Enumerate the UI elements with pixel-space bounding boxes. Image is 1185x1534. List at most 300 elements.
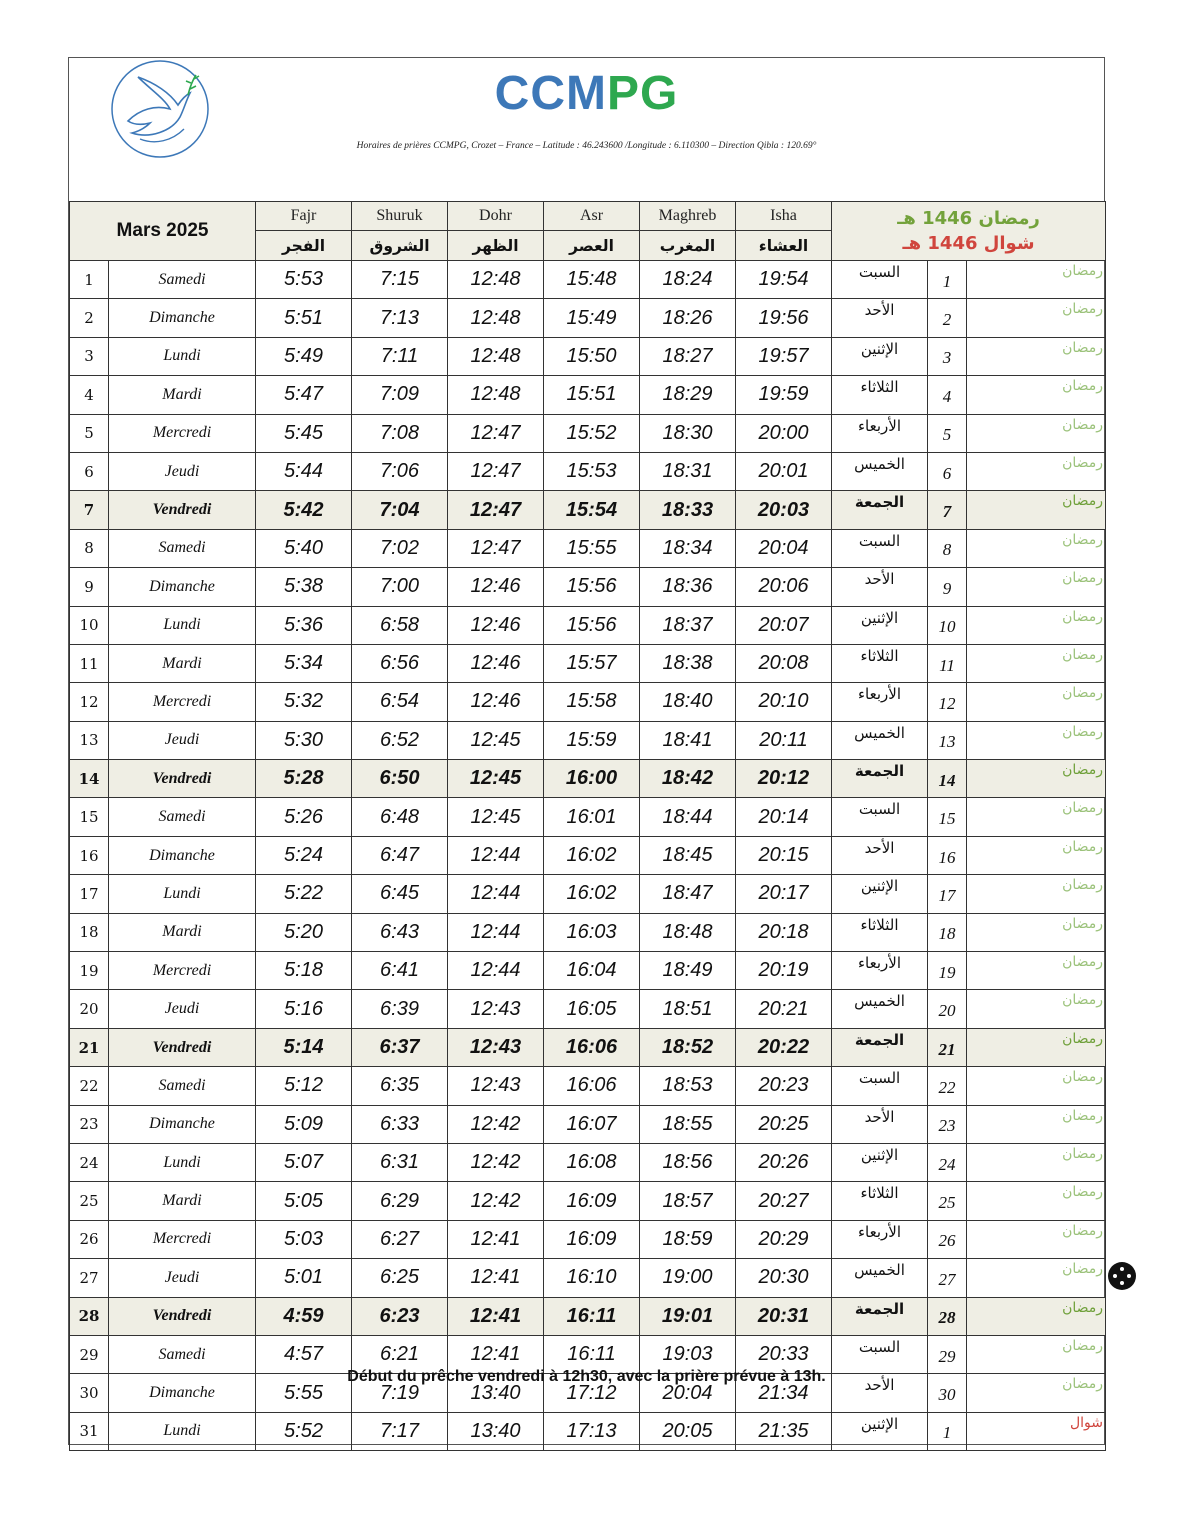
time-fajr: 5:36: [256, 606, 352, 644]
time-maghreb: 19:00: [640, 1259, 736, 1297]
weekday-ar: الخميس: [832, 1259, 928, 1297]
weekday-ar: الثلاثاء: [832, 913, 928, 951]
time-shuruk: 6:35: [352, 1067, 448, 1105]
time-fajr: 5:14: [256, 1028, 352, 1066]
time-fajr: 5:51: [256, 299, 352, 337]
time-maghreb: 19:03: [640, 1335, 736, 1373]
hijri-day: 30: [928, 1374, 967, 1412]
weekday-ar: الإثنين: [832, 337, 928, 375]
time-isha: 20:23: [736, 1067, 832, 1105]
hijri-day: 18: [928, 913, 967, 951]
time-dohr: 12:48: [448, 376, 544, 414]
time-isha: 20:12: [736, 760, 832, 798]
weekday-fr: Dimanche: [109, 1374, 256, 1412]
time-fajr: 5:45: [256, 414, 352, 452]
day-number: 25: [70, 1182, 109, 1220]
time-fajr: 5:47: [256, 376, 352, 414]
time-shuruk: 7:15: [352, 261, 448, 299]
day-number: 4: [70, 376, 109, 414]
time-dohr: 12:41: [448, 1335, 544, 1373]
day-row: [70, 644, 1106, 682]
day-number: 7: [70, 491, 109, 529]
time-maghreb: 18:45: [640, 836, 736, 874]
weekday-fr: Samedi: [109, 798, 256, 836]
time-isha: 20:26: [736, 1143, 832, 1181]
prayer-header-fajr: Fajr: [256, 202, 352, 231]
hijri-month: رمضان: [967, 337, 1106, 375]
time-asr: 15:54: [544, 491, 640, 529]
hijri-day: 1: [928, 261, 967, 299]
time-isha: 20:08: [736, 644, 832, 682]
time-shuruk: 6:48: [352, 798, 448, 836]
weekday-fr: Dimanche: [109, 299, 256, 337]
hijri-month: رمضان: [967, 836, 1106, 874]
time-isha: 20:11: [736, 721, 832, 759]
hijri-day: 15: [928, 798, 967, 836]
hijri-day: 5: [928, 414, 967, 452]
hijri-day: 2: [928, 299, 967, 337]
brand-title-part1: CCM: [494, 67, 607, 120]
time-fajr: 5:49: [256, 337, 352, 375]
time-asr: 16:02: [544, 836, 640, 874]
time-fajr: 5:53: [256, 261, 352, 299]
weekday-ar: الأربعاء: [832, 952, 928, 990]
time-asr: 15:53: [544, 452, 640, 490]
time-fajr: 5:55: [256, 1374, 352, 1412]
time-fajr: 5:44: [256, 452, 352, 490]
hijri-month: رمضان: [967, 875, 1106, 913]
hijri-month: رمضان: [967, 1105, 1106, 1143]
day-number: 29: [70, 1335, 109, 1373]
time-fajr: 5:05: [256, 1182, 352, 1220]
day-number: 10: [70, 606, 109, 644]
weekday-fr: Mardi: [109, 1182, 256, 1220]
time-asr: 15:48: [544, 261, 640, 299]
time-dohr: 12:44: [448, 875, 544, 913]
hijri-month: رمضان: [967, 1028, 1106, 1066]
time-shuruk: 7:11: [352, 337, 448, 375]
weekday-ar: الجمعة: [832, 760, 928, 798]
hijri-month: رمضان: [967, 606, 1106, 644]
time-isha: 20:25: [736, 1105, 832, 1143]
weekday-ar: الأربعاء: [832, 414, 928, 452]
hijri-day: 27: [928, 1259, 967, 1297]
time-shuruk: 6:33: [352, 1105, 448, 1143]
hijri-month: رمضان: [967, 760, 1106, 798]
weekday-ar: الأحد: [832, 1105, 928, 1143]
time-fajr: 5:07: [256, 1143, 352, 1181]
time-fajr: 4:57: [256, 1335, 352, 1373]
hijri-day: 29: [928, 1335, 967, 1373]
time-shuruk: 7:17: [352, 1412, 448, 1450]
weekday-fr: Vendredi: [109, 1297, 256, 1335]
time-shuruk: 7:08: [352, 414, 448, 452]
time-maghreb: 18:34: [640, 529, 736, 567]
time-dohr: 12:45: [448, 721, 544, 759]
hijri-day: 7: [928, 491, 967, 529]
hijri-month: رمضان: [967, 299, 1106, 337]
weekday-ar: السبت: [832, 261, 928, 299]
time-maghreb: 18:36: [640, 568, 736, 606]
hijri-day: 14: [928, 760, 967, 798]
day-row: [70, 952, 1106, 990]
time-fajr: 5:40: [256, 529, 352, 567]
time-fajr: 5:42: [256, 491, 352, 529]
weekday-ar: السبت: [832, 798, 928, 836]
day-number: 16: [70, 836, 109, 874]
prayer-header-shuruk-ar: الشروق: [352, 231, 448, 261]
weekday-ar: الخميس: [832, 721, 928, 759]
time-dohr: 12:42: [448, 1182, 544, 1220]
hijri-month: رمضان: [967, 1259, 1106, 1297]
friday-sermon-note: Début du prêche vendredi à 12h30, avec la prière prévue à 13h.: [347, 1368, 826, 1385]
day-number: 26: [70, 1220, 109, 1258]
day-row: [70, 721, 1106, 759]
day-number: 9: [70, 568, 109, 606]
hijri-month: رمضان: [967, 644, 1106, 682]
day-row: [70, 376, 1106, 414]
time-shuruk: 6:37: [352, 1028, 448, 1066]
day-number: 31: [70, 1412, 109, 1450]
time-isha: 19:59: [736, 376, 832, 414]
day-number: 14: [70, 760, 109, 798]
weekday-ar: الأحد: [832, 299, 928, 337]
weekday-fr: Lundi: [109, 875, 256, 913]
time-fajr: 5:24: [256, 836, 352, 874]
weekday-fr: Jeudi: [109, 1259, 256, 1297]
hijri-day: 22: [928, 1067, 967, 1105]
header-row-french: [70, 202, 1106, 231]
time-shuruk: 6:58: [352, 606, 448, 644]
day-row: [70, 452, 1106, 490]
time-shuruk: 6:41: [352, 952, 448, 990]
hijri-month: رمضان: [967, 1067, 1106, 1105]
hijri-month-header: [832, 202, 1106, 261]
time-dohr: 12:43: [448, 1028, 544, 1066]
time-asr: 15:51: [544, 376, 640, 414]
prayer-header-maghreb-ar: المغرب: [640, 231, 736, 261]
day-row: [70, 760, 1106, 798]
time-asr: 15:49: [544, 299, 640, 337]
time-asr: 16:11: [544, 1297, 640, 1335]
prayer-header-asr-ar: العصر: [544, 231, 640, 261]
hijri-day: 21: [928, 1028, 967, 1066]
time-dohr: 12:41: [448, 1297, 544, 1335]
time-asr: 16:00: [544, 760, 640, 798]
time-fajr: 5:16: [256, 990, 352, 1028]
hijri-month: رمضان: [967, 414, 1106, 452]
hijri-month: رمضان: [967, 1220, 1106, 1258]
weekday-fr: Samedi: [109, 1335, 256, 1373]
hijri-month: رمضان: [967, 568, 1106, 606]
day-number: 24: [70, 1143, 109, 1181]
hijri-day: 8: [928, 529, 967, 567]
time-isha: 20:01: [736, 452, 832, 490]
time-asr: 17:12: [544, 1374, 640, 1412]
day-number: 21: [70, 1028, 109, 1066]
hijri-day: 24: [928, 1143, 967, 1181]
day-number: 22: [70, 1067, 109, 1105]
hijri-day: 1: [928, 1412, 967, 1450]
hijri-day: 11: [928, 644, 967, 682]
weekday-fr: Mercredi: [109, 952, 256, 990]
weekday-fr: Mardi: [109, 644, 256, 682]
scroll-cursor-icon: [1108, 1262, 1136, 1290]
time-maghreb: 18:48: [640, 913, 736, 951]
time-isha: 20:31: [736, 1297, 832, 1335]
day-row: [70, 568, 1106, 606]
time-shuruk: 6:45: [352, 875, 448, 913]
hijri-month: رمضان: [967, 683, 1106, 721]
day-number: 2: [70, 299, 109, 337]
weekday-ar: الثلاثاء: [832, 1182, 928, 1220]
day-number: 18: [70, 913, 109, 951]
time-dohr: 12:48: [448, 299, 544, 337]
weekday-fr: Lundi: [109, 1412, 256, 1450]
weekday-ar: الإثنين: [832, 606, 928, 644]
weekday-fr: Vendredi: [109, 491, 256, 529]
weekday-ar: الجمعة: [832, 1028, 928, 1066]
time-fajr: 5:18: [256, 952, 352, 990]
time-fajr: 4:59: [256, 1297, 352, 1335]
weekday-ar: الجمعة: [832, 491, 928, 529]
hijri-month: رمضان: [967, 1143, 1106, 1181]
day-rows: [70, 261, 1106, 1451]
day-number: 8: [70, 529, 109, 567]
prayer-header-fajr-ar: الفجر: [256, 231, 352, 261]
day-row: [70, 990, 1106, 1028]
time-shuruk: 6:56: [352, 644, 448, 682]
weekday-ar: الجمعة: [832, 1297, 928, 1335]
time-isha: 20:19: [736, 952, 832, 990]
hijri-month: رمضان: [967, 721, 1106, 759]
day-number: 1: [70, 261, 109, 299]
weekday-fr: Mercredi: [109, 1220, 256, 1258]
weekday-ar: الخميس: [832, 990, 928, 1028]
time-asr: 15:58: [544, 683, 640, 721]
time-asr: 16:03: [544, 913, 640, 951]
weekday-fr: Dimanche: [109, 568, 256, 606]
time-maghreb: 20:04: [640, 1374, 736, 1412]
time-maghreb: 18:57: [640, 1182, 736, 1220]
day-number: 13: [70, 721, 109, 759]
hijri-month: رمضان: [967, 1335, 1106, 1373]
time-shuruk: 7:19: [352, 1374, 448, 1412]
time-shuruk: 6:47: [352, 836, 448, 874]
time-dohr: 12:44: [448, 952, 544, 990]
prayer-times-table: [69, 201, 1106, 1451]
hijri-month: رمضان: [967, 491, 1106, 529]
time-isha: 19:57: [736, 337, 832, 375]
hijri-day: 6: [928, 452, 967, 490]
time-asr: 15:59: [544, 721, 640, 759]
hijri-day: 17: [928, 875, 967, 913]
time-isha: 20:03: [736, 491, 832, 529]
time-asr: 16:06: [544, 1067, 640, 1105]
time-isha: 20:17: [736, 875, 832, 913]
hijri-day: 13: [928, 721, 967, 759]
weekday-fr: Mardi: [109, 376, 256, 414]
day-row: [70, 1412, 1106, 1450]
time-asr: 15:57: [544, 644, 640, 682]
time-maghreb: 18:51: [640, 990, 736, 1028]
time-fajr: 5:34: [256, 644, 352, 682]
time-dohr: 12:46: [448, 568, 544, 606]
time-dohr: 12:45: [448, 798, 544, 836]
time-asr: 16:04: [544, 952, 640, 990]
weekday-fr: Dimanche: [109, 836, 256, 874]
time-asr: 17:13: [544, 1412, 640, 1450]
day-row: [70, 875, 1106, 913]
time-asr: 16:09: [544, 1220, 640, 1258]
time-asr: 16:05: [544, 990, 640, 1028]
weekday-ar: الأحد: [832, 1374, 928, 1412]
time-dohr: 12:43: [448, 990, 544, 1028]
hijri-day: 19: [928, 952, 967, 990]
time-dohr: 12:42: [448, 1143, 544, 1181]
hijri-month: رمضان: [967, 952, 1106, 990]
day-row: [70, 1105, 1106, 1143]
time-shuruk: 6:29: [352, 1182, 448, 1220]
time-fajr: 5:03: [256, 1220, 352, 1258]
hijri-month: رمضان: [967, 1182, 1106, 1220]
day-row: [70, 1067, 1106, 1105]
time-fajr: 5:22: [256, 875, 352, 913]
prayer-timetable-page: [68, 57, 1105, 1445]
time-asr: 15:52: [544, 414, 640, 452]
time-isha: 19:56: [736, 299, 832, 337]
time-maghreb: 18:27: [640, 337, 736, 375]
hijri-header-ramadan: رمضان 1446 هـ: [897, 208, 1040, 229]
weekday-ar: الإثنين: [832, 875, 928, 913]
weekday-fr: Vendredi: [109, 760, 256, 798]
time-maghreb: 18:24: [640, 261, 736, 299]
time-maghreb: 19:01: [640, 1297, 736, 1335]
weekday-fr: Samedi: [109, 529, 256, 567]
time-maghreb: 18:37: [640, 606, 736, 644]
hijri-day: 16: [928, 836, 967, 874]
weekday-fr: Samedi: [109, 1067, 256, 1105]
time-fajr: 5:32: [256, 683, 352, 721]
location-subtitle: Horaires de prières CCMPG, Crozet – France – Latitude : 46.243600 /Longitude : 6.110300 – Direction Qibla : 120.69°: [356, 141, 817, 151]
time-maghreb: 18:29: [640, 376, 736, 414]
hijri-day: 20: [928, 990, 967, 1028]
weekday-fr: Lundi: [109, 606, 256, 644]
time-maghreb: 18:30: [640, 414, 736, 452]
time-isha: 20:22: [736, 1028, 832, 1066]
time-maghreb: 18:49: [640, 952, 736, 990]
time-asr: 16:06: [544, 1028, 640, 1066]
time-maghreb: 20:05: [640, 1412, 736, 1450]
weekday-fr: Mercredi: [109, 683, 256, 721]
time-isha: 20:21: [736, 990, 832, 1028]
hijri-month: رمضان: [967, 913, 1106, 951]
time-dohr: 12:43: [448, 1067, 544, 1105]
weekday-ar: الأربعاء: [832, 683, 928, 721]
hijri-day: 26: [928, 1220, 967, 1258]
time-asr: 16:07: [544, 1105, 640, 1143]
time-dohr: 12:44: [448, 913, 544, 951]
page-header: [69, 58, 1104, 201]
prayer-header-dohr-ar: الظهر: [448, 231, 544, 261]
day-number: 30: [70, 1374, 109, 1412]
weekday-ar: السبت: [832, 1335, 928, 1373]
day-row: [70, 1259, 1106, 1297]
time-shuruk: 6:43: [352, 913, 448, 951]
time-maghreb: 18:26: [640, 299, 736, 337]
day-row: [70, 299, 1106, 337]
time-dohr: 12:47: [448, 414, 544, 452]
time-asr: 15:55: [544, 529, 640, 567]
weekday-ar: الإثنين: [832, 1143, 928, 1181]
day-row: [70, 606, 1106, 644]
weekday-fr: Jeudi: [109, 452, 256, 490]
time-isha: 20:14: [736, 798, 832, 836]
time-shuruk: 7:00: [352, 568, 448, 606]
time-isha: 20:10: [736, 683, 832, 721]
weekday-fr: Lundi: [109, 1143, 256, 1181]
time-fajr: 5:52: [256, 1412, 352, 1450]
time-dohr: 12:41: [448, 1259, 544, 1297]
prayer-header-dohr: Dohr: [448, 202, 544, 231]
weekday-ar: السبت: [832, 1067, 928, 1105]
time-asr: 16:09: [544, 1182, 640, 1220]
weekday-fr: Samedi: [109, 261, 256, 299]
time-maghreb: 18:33: [640, 491, 736, 529]
hijri-day: 28: [928, 1297, 967, 1335]
time-maghreb: 18:41: [640, 721, 736, 759]
day-number: 27: [70, 1259, 109, 1297]
day-row: [70, 1182, 1106, 1220]
time-shuruk: 7:13: [352, 299, 448, 337]
time-dohr: 13:40: [448, 1374, 544, 1412]
time-asr: 16:10: [544, 1259, 640, 1297]
time-maghreb: 18:42: [640, 760, 736, 798]
time-shuruk: 6:21: [352, 1335, 448, 1373]
day-number: 5: [70, 414, 109, 452]
day-number: 12: [70, 683, 109, 721]
day-row: [70, 261, 1106, 299]
weekday-ar: الأحد: [832, 568, 928, 606]
time-maghreb: 18:31: [640, 452, 736, 490]
time-asr: 16:11: [544, 1335, 640, 1373]
weekday-ar: الأربعاء: [832, 1220, 928, 1258]
day-row: [70, 1143, 1106, 1181]
time-dohr: 12:47: [448, 529, 544, 567]
day-number: 20: [70, 990, 109, 1028]
time-shuruk: 6:31: [352, 1143, 448, 1181]
hijri-day: 12: [928, 683, 967, 721]
time-isha: 21:35: [736, 1412, 832, 1450]
hijri-month: رمضان: [967, 990, 1106, 1028]
time-maghreb: 18:52: [640, 1028, 736, 1066]
hijri-month: رمضان: [967, 529, 1106, 567]
time-dohr: 12:48: [448, 337, 544, 375]
time-maghreb: 18:59: [640, 1220, 736, 1258]
time-shuruk: 7:02: [352, 529, 448, 567]
time-isha: 19:54: [736, 261, 832, 299]
hijri-month: رمضان: [967, 1297, 1106, 1335]
time-shuruk: 6:23: [352, 1297, 448, 1335]
hijri-month: رمضان: [967, 452, 1106, 490]
prayer-header-isha: Isha: [736, 202, 832, 231]
time-asr: 16:01: [544, 798, 640, 836]
time-asr: 15:50: [544, 337, 640, 375]
time-dohr: 12:47: [448, 452, 544, 490]
prayer-header-asr: Asr: [544, 202, 640, 231]
weekday-fr: Dimanche: [109, 1105, 256, 1143]
time-isha: 20:07: [736, 606, 832, 644]
